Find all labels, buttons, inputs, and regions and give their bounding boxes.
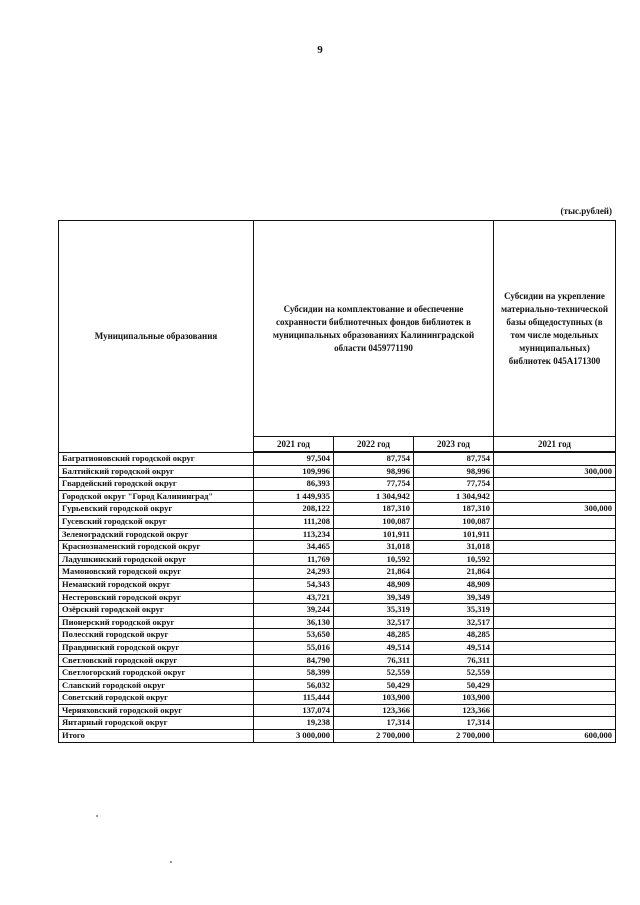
value-2021: 113,234 bbox=[254, 528, 334, 541]
value-2021: 97,504 bbox=[254, 452, 334, 465]
municipality-name: Советский городской округ bbox=[59, 692, 254, 705]
total-2023: 2 700,000 bbox=[414, 730, 494, 743]
value-2022: 10,592 bbox=[334, 553, 414, 566]
value-2023: 77,754 bbox=[414, 478, 494, 491]
value-material-2021 bbox=[494, 452, 616, 465]
value-material-2021 bbox=[494, 629, 616, 642]
value-2021: 24,293 bbox=[254, 566, 334, 579]
value-2021: 109,996 bbox=[254, 465, 334, 478]
value-2023: 1 304,942 bbox=[414, 490, 494, 503]
table-row bbox=[59, 692, 616, 705]
scan-speck bbox=[170, 861, 172, 863]
table-header-row bbox=[59, 221, 616, 437]
value-2023: 101,911 bbox=[414, 528, 494, 541]
municipality-name: Зеленоградский городской округ bbox=[59, 528, 254, 541]
header-municipal: Муниципальные образования bbox=[59, 221, 254, 453]
value-2021: 19,238 bbox=[254, 717, 334, 730]
value-2022: 31,018 bbox=[334, 541, 414, 554]
value-material-2021 bbox=[494, 692, 616, 705]
value-material-2021: 300,000 bbox=[494, 465, 616, 478]
value-material-2021 bbox=[494, 654, 616, 667]
municipality-name: Гусевский городской округ bbox=[59, 515, 254, 528]
value-material-2021 bbox=[494, 591, 616, 604]
municipality-name: Светлогорский городской округ bbox=[59, 667, 254, 680]
total-2021: 3 000,000 bbox=[254, 730, 334, 743]
table-row bbox=[59, 578, 616, 591]
municipality-name: Славский городской округ bbox=[59, 679, 254, 692]
value-2022: 50,429 bbox=[334, 679, 414, 692]
value-2023: 35,319 bbox=[414, 604, 494, 617]
table-row bbox=[59, 629, 616, 642]
value-2022: 1 304,942 bbox=[334, 490, 414, 503]
header-subsidy-funds: Субсидии на комплектование и обеспечение сохранности библиотечных фондов библиотек в муниципальных образованиях Калининградской области 0459771190 bbox=[254, 221, 494, 437]
value-2023: 49,514 bbox=[414, 641, 494, 654]
value-2021: 39,244 bbox=[254, 604, 334, 617]
value-2023: 17,314 bbox=[414, 717, 494, 730]
municipality-name: Гвардейский городской округ bbox=[59, 478, 254, 491]
table-row bbox=[59, 553, 616, 566]
table-row bbox=[59, 528, 616, 541]
municipality-name: Ладушкинский городской округ bbox=[59, 553, 254, 566]
table-row bbox=[59, 654, 616, 667]
value-material-2021 bbox=[494, 478, 616, 491]
value-material-2021 bbox=[494, 616, 616, 629]
table-row bbox=[59, 717, 616, 730]
value-material-2021 bbox=[494, 604, 616, 617]
value-2022: 187,310 bbox=[334, 503, 414, 516]
value-2022: 48,285 bbox=[334, 629, 414, 642]
municipality-name: Пионерский городской округ bbox=[59, 616, 254, 629]
value-material-2021 bbox=[494, 704, 616, 717]
value-2022: 17,314 bbox=[334, 717, 414, 730]
value-material-2021 bbox=[494, 528, 616, 541]
value-material-2021 bbox=[494, 515, 616, 528]
table-row bbox=[59, 604, 616, 617]
municipality-name: Краснознаменский городской округ bbox=[59, 541, 254, 554]
value-2022: 101,911 bbox=[334, 528, 414, 541]
value-2023: 31,018 bbox=[414, 541, 494, 554]
municipality-name: Мамоновский городской округ bbox=[59, 566, 254, 579]
value-2023: 98,996 bbox=[414, 465, 494, 478]
value-2021: 1 449,935 bbox=[254, 490, 334, 503]
total-2022: 2 700,000 bbox=[334, 730, 414, 743]
value-2021: 208,122 bbox=[254, 503, 334, 516]
value-2021: 115,444 bbox=[254, 692, 334, 705]
total-material-2021: 600,000 bbox=[494, 730, 616, 743]
value-2022: 103,900 bbox=[334, 692, 414, 705]
value-2021: 86,393 bbox=[254, 478, 334, 491]
value-2022: 49,514 bbox=[334, 641, 414, 654]
total-label: Итого bbox=[59, 730, 254, 743]
total-row bbox=[59, 730, 616, 743]
value-material-2021 bbox=[494, 566, 616, 579]
municipality-name: Балтийский городской округ bbox=[59, 465, 254, 478]
table-row bbox=[59, 541, 616, 554]
value-material-2021 bbox=[494, 541, 616, 554]
value-2022: 77,754 bbox=[334, 478, 414, 491]
value-2023: 32,517 bbox=[414, 616, 494, 629]
value-2021: 56,032 bbox=[254, 679, 334, 692]
municipality-name: Городской округ "Город Калининград" bbox=[59, 490, 254, 503]
value-2022: 100,087 bbox=[334, 515, 414, 528]
value-2022: 76,311 bbox=[334, 654, 414, 667]
value-2021: 53,650 bbox=[254, 629, 334, 642]
table-row bbox=[59, 679, 616, 692]
table-row bbox=[59, 641, 616, 654]
value-2023: 87,754 bbox=[414, 452, 494, 465]
value-2023: 187,310 bbox=[414, 503, 494, 516]
value-2021: 137,074 bbox=[254, 704, 334, 717]
value-2021: 11,769 bbox=[254, 553, 334, 566]
value-material-2021 bbox=[494, 717, 616, 730]
year-header-2023: 2023 год bbox=[414, 437, 494, 453]
table-row bbox=[59, 490, 616, 503]
value-2023: 103,900 bbox=[414, 692, 494, 705]
municipality-name: Черняховский городской округ bbox=[59, 704, 254, 717]
scan-speck bbox=[96, 815, 98, 817]
municipality-name: Озёрский городской округ bbox=[59, 604, 254, 617]
value-2022: 123,366 bbox=[334, 704, 414, 717]
municipality-name: Правдинский городской округ bbox=[59, 641, 254, 654]
value-material-2021 bbox=[494, 667, 616, 680]
municipality-name: Неманский городской округ bbox=[59, 578, 254, 591]
value-2021: 36,130 bbox=[254, 616, 334, 629]
value-2023: 10,592 bbox=[414, 553, 494, 566]
value-2022: 21,864 bbox=[334, 566, 414, 579]
value-2021: 34,465 bbox=[254, 541, 334, 554]
table-row bbox=[59, 591, 616, 604]
table-row bbox=[59, 515, 616, 528]
value-2022: 48,909 bbox=[334, 578, 414, 591]
table-row bbox=[59, 566, 616, 579]
value-2022: 87,754 bbox=[334, 452, 414, 465]
value-2021: 84,790 bbox=[254, 654, 334, 667]
year-header-material-2021: 2021 год bbox=[494, 437, 616, 453]
units-label: (тыс.рублей) bbox=[560, 206, 612, 216]
header-subsidy-material: Субсидии на укрепление материально-технической базы общедоступных (в том числе модельных муниципальных) библиотек 045A171300 bbox=[494, 221, 616, 437]
value-2023: 100,087 bbox=[414, 515, 494, 528]
value-2021: 54,343 bbox=[254, 578, 334, 591]
value-2023: 21,864 bbox=[414, 566, 494, 579]
table-row bbox=[59, 465, 616, 478]
year-header-2021: 2021 год bbox=[254, 437, 334, 453]
value-2023: 48,909 bbox=[414, 578, 494, 591]
value-2023: 52,559 bbox=[414, 667, 494, 680]
value-2022: 39,349 bbox=[334, 591, 414, 604]
year-header-2022: 2022 год bbox=[334, 437, 414, 453]
value-2022: 52,559 bbox=[334, 667, 414, 680]
value-2021: 58,399 bbox=[254, 667, 334, 680]
table-row bbox=[59, 667, 616, 680]
value-2023: 39,349 bbox=[414, 591, 494, 604]
value-material-2021 bbox=[494, 641, 616, 654]
value-2023: 48,285 bbox=[414, 629, 494, 642]
value-2021: 43,721 bbox=[254, 591, 334, 604]
table-row bbox=[59, 503, 616, 516]
value-material-2021: 300,000 bbox=[494, 503, 616, 516]
value-2023: 123,366 bbox=[414, 704, 494, 717]
table-row bbox=[59, 704, 616, 717]
value-material-2021 bbox=[494, 679, 616, 692]
value-material-2021 bbox=[494, 553, 616, 566]
table-row bbox=[59, 452, 616, 465]
value-2022: 35,319 bbox=[334, 604, 414, 617]
municipality-name: Нестеровский городской округ bbox=[59, 591, 254, 604]
value-2021: 55,016 bbox=[254, 641, 334, 654]
table-row bbox=[59, 478, 616, 491]
value-material-2021 bbox=[494, 490, 616, 503]
value-2023: 50,429 bbox=[414, 679, 494, 692]
municipality-name: Багратионовский городской округ bbox=[59, 452, 254, 465]
subsidies-table bbox=[58, 220, 616, 743]
page-number: 9 bbox=[317, 44, 323, 56]
value-2023: 76,311 bbox=[414, 654, 494, 667]
value-2021: 111,208 bbox=[254, 515, 334, 528]
value-2022: 32,517 bbox=[334, 616, 414, 629]
table-row bbox=[59, 616, 616, 629]
table-body bbox=[59, 452, 616, 742]
value-2022: 98,996 bbox=[334, 465, 414, 478]
value-material-2021 bbox=[494, 578, 616, 591]
municipality-name: Полесский городской округ bbox=[59, 629, 254, 642]
municipality-name: Гурьевский городской округ bbox=[59, 503, 254, 516]
municipality-name: Светловский городской округ bbox=[59, 654, 254, 667]
municipality-name: Янтарный городской округ bbox=[59, 717, 254, 730]
